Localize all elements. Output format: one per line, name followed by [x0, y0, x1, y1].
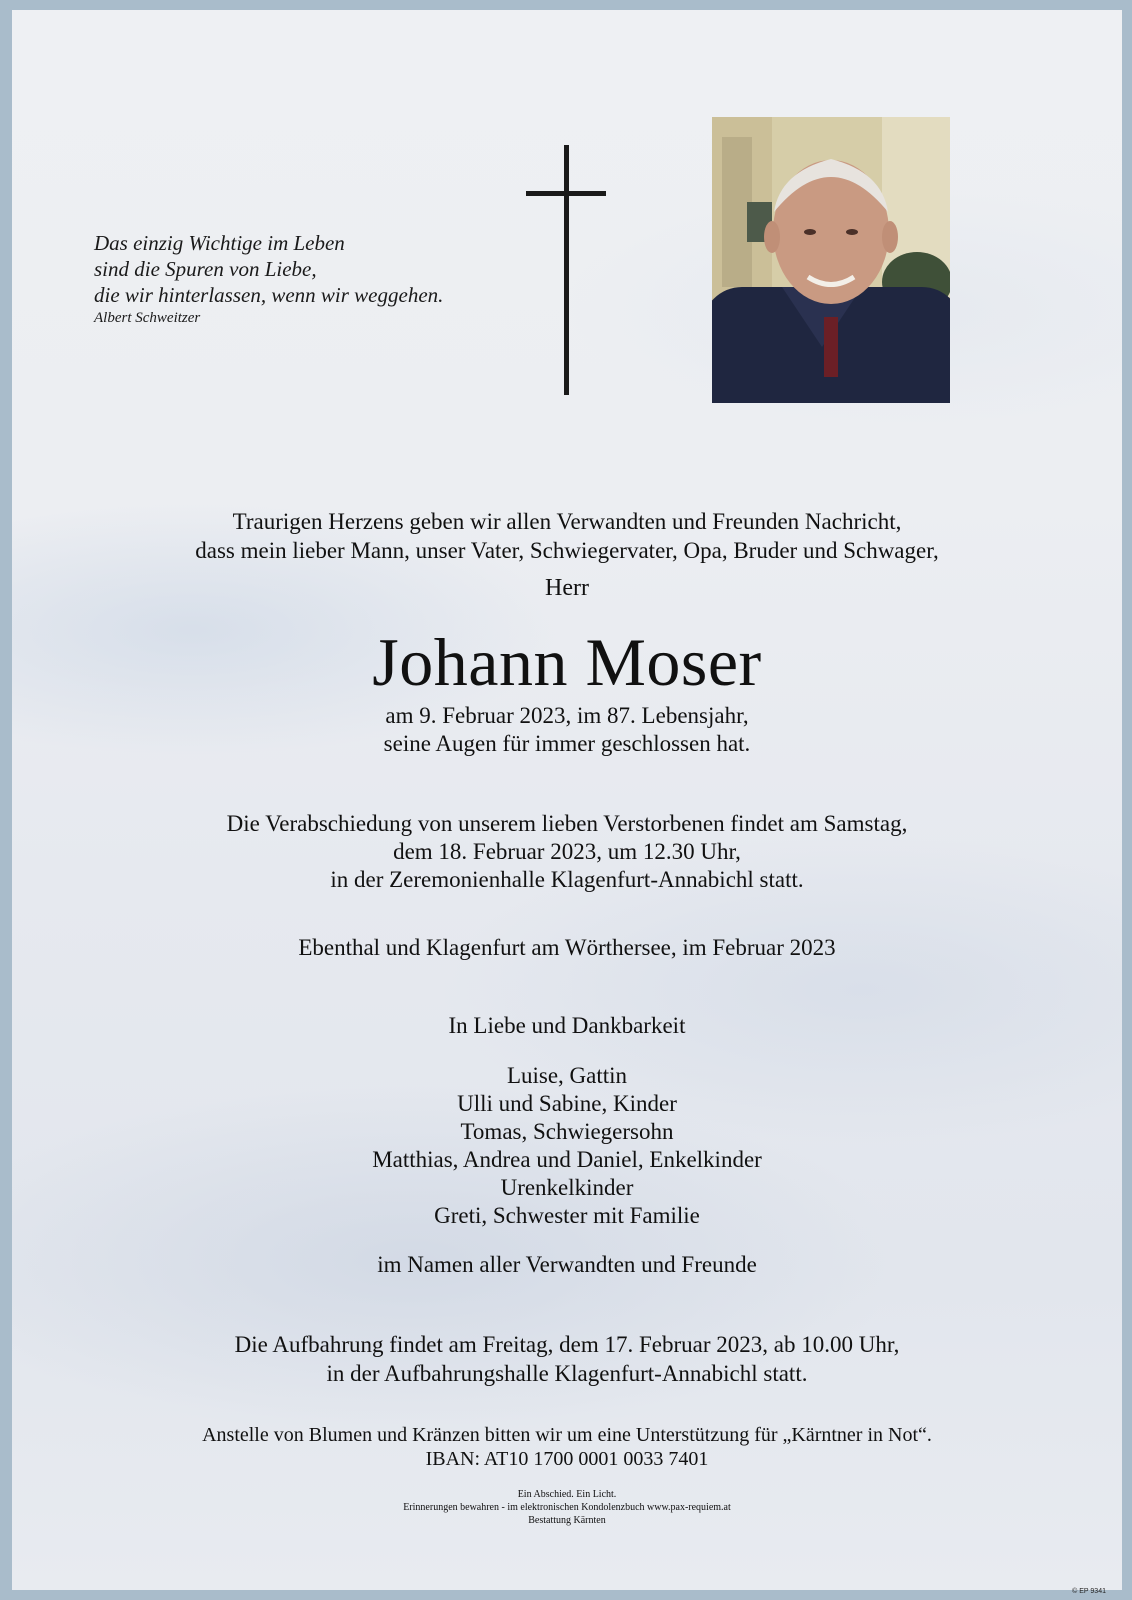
obituary-sheet: [12, 10, 1122, 1595]
family-member: Greti, Schwester mit Familie: [434, 1203, 700, 1228]
family-member: Urenkelkinder: [500, 1175, 634, 1200]
ceremony-line: dem 18. Februar 2023, um 12.30 Uhr,: [393, 839, 741, 864]
portrait-photo: [712, 117, 950, 403]
family-list: [12, 1062, 1122, 1230]
cross-icon: [522, 145, 612, 395]
death-line: am 9. Februar 2023, im 87. Lebensjahr,: [385, 703, 749, 728]
footer-line: Ein Abschied. Ein Licht.: [517, 1489, 617, 1500]
death-notice: [12, 702, 1122, 758]
intro-text: [12, 507, 1122, 565]
family-member: Ulli und Sabine, Kinder: [457, 1091, 677, 1116]
closing-text: In Liebe und Dankbarkeit: [448, 1013, 686, 1038]
donation-info: [12, 1423, 1122, 1471]
memorial-quote: [94, 230, 514, 328]
ceremony-info: [12, 810, 1122, 894]
viewing-line: in der Aufbahrungshalle Klagenfurt-Annabichl statt.: [326, 1361, 808, 1386]
relatives-line: im Namen aller Verwandten und Freunde: [377, 1252, 757, 1277]
footer-line: Bestattung Kärnten: [528, 1515, 606, 1526]
iban-line: IBAN: AT10 1700 0001 0033 7401: [425, 1448, 709, 1470]
quote-author: Albert Schweitzer: [94, 310, 201, 326]
death-line: seine Augen für immer geschlossen hat.: [383, 731, 751, 756]
donation-line: Anstelle von Blumen und Kränzen bitten wir um eine Unterstützung für „Kärntner in Not“.: [202, 1424, 932, 1446]
salutation: Herr: [545, 575, 589, 601]
quote-line: die wir hinterlassen, wenn wir weggehen.: [94, 283, 444, 307]
viewing-info: [12, 1330, 1122, 1388]
family-member: Tomas, Schwiegersohn: [460, 1119, 674, 1144]
place-date: Ebenthal und Klagenfurt am Wörthersee, im Februar 2023: [298, 935, 836, 960]
family-member: Luise, Gattin: [506, 1063, 628, 1088]
ceremony-line: in der Zeremonienhalle Klagenfurt-Annabichl statt.: [330, 867, 804, 892]
viewing-line: Die Aufbahrung findet am Freitag, dem 17. Februar 2023, ab 10.00 Uhr,: [234, 1332, 900, 1357]
ceremony-line: Die Verabschiedung von unserem lieben Verstorbenen findet am Samstag,: [226, 811, 908, 836]
quote-line: sind die Spuren von Liebe,: [94, 257, 317, 281]
intro-line: Traurigen Herzens geben wir allen Verwandten und Freunden Nachricht,: [232, 509, 902, 534]
deceased-name: Johann Moser: [372, 624, 762, 700]
document-code: © EP 9341: [1072, 1588, 1106, 1595]
footer-line: Erinnerungen bewahren - im elektronischen Kondolenzbuch www.pax-requiem.at: [403, 1502, 731, 1513]
intro-line: dass mein lieber Mann, unser Vater, Schwiegervater, Opa, Bruder und Schwager,: [195, 538, 939, 563]
quote-line: Das einzig Wichtige im Leben: [94, 231, 345, 255]
family-member: Matthias, Andrea und Daniel, Enkelkinder: [372, 1147, 762, 1172]
footer-text: [12, 1488, 1122, 1527]
